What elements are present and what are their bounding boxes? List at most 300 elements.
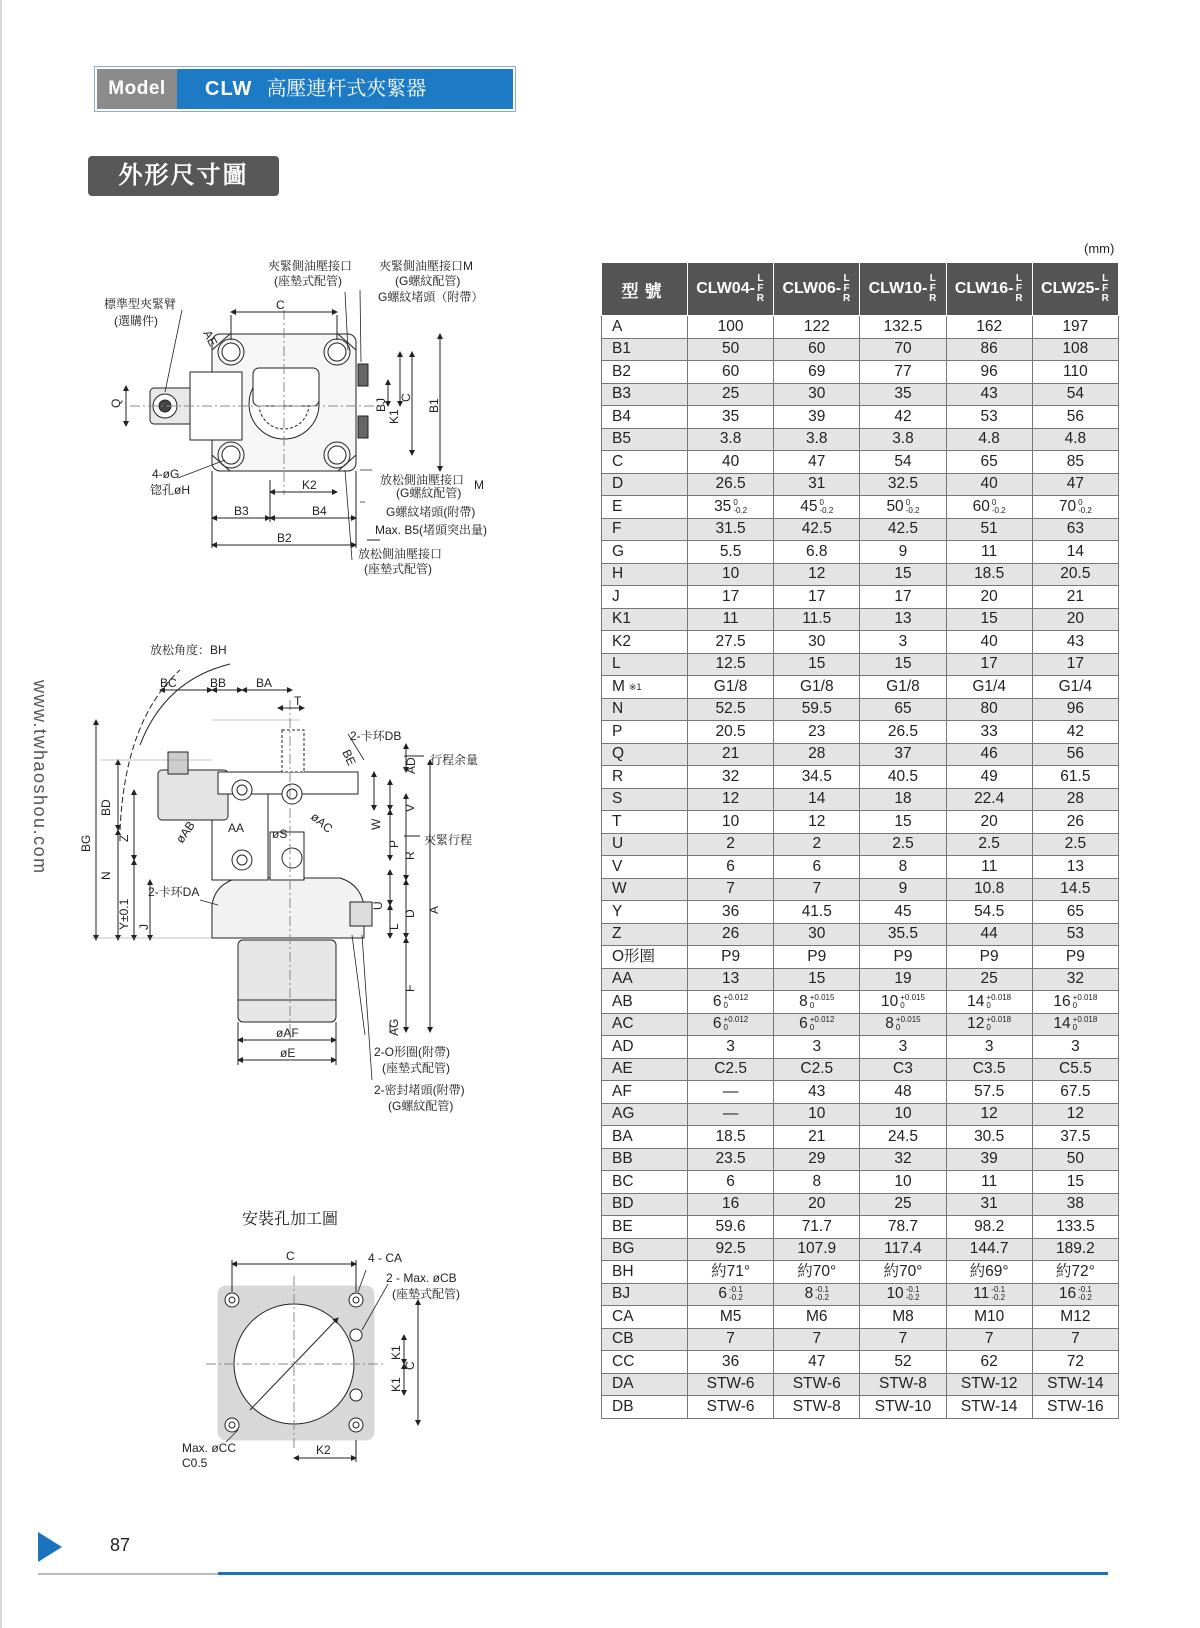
table-cell: 13 (860, 608, 946, 631)
row-code: Q (602, 743, 688, 766)
clamp-port-label: 夾緊側油壓接口 (268, 259, 353, 273)
clip-da-label: 2-卡环DA (148, 885, 200, 899)
row-code: H (602, 563, 688, 586)
dim-k1: K1 (387, 409, 401, 424)
table-cell: 30 (774, 923, 860, 946)
table-cell: 47 (774, 1351, 860, 1374)
table-cell: 7 (774, 878, 860, 901)
table-cell: 11 (946, 1171, 1032, 1194)
dim-bc: BC (160, 676, 177, 690)
table-cell: 122 (774, 316, 860, 339)
table-cell: 80 (946, 698, 1032, 721)
dim-j: J (137, 924, 151, 930)
table-cell: 17 (774, 586, 860, 609)
table-cell: 42 (1032, 721, 1118, 744)
table-cell: 65 (860, 698, 946, 721)
table-cell: 40 (946, 631, 1032, 654)
table-cell: 33 (946, 721, 1032, 744)
lfr-letter: L (1102, 273, 1109, 284)
table-cell: 7 (860, 1328, 946, 1351)
table-cell: 51 (946, 518, 1032, 541)
table-cell: 32 (688, 766, 774, 789)
table-cell: 98.2 (946, 1216, 1032, 1239)
table-cell: 49 (946, 766, 1032, 789)
table-row (602, 1036, 1119, 1059)
cc-label: Max. øCC (182, 1441, 236, 1455)
table-row (602, 1171, 1119, 1194)
table-cell: 20 (946, 811, 1032, 834)
table-row (602, 631, 1119, 654)
table-row (602, 698, 1119, 721)
lfr-suffix (1014, 274, 1023, 304)
dim-bb: BB (210, 676, 227, 690)
table-cell: 18 (860, 788, 946, 811)
table-cell: 11 -0.1 -0.2 (946, 1283, 1032, 1306)
dim-ae: AE (200, 327, 221, 349)
tolerance: -0.1 -0.2 (905, 1285, 920, 1303)
table-row (602, 383, 1119, 406)
table-cell: 12.5 (688, 653, 774, 676)
mounting-hole-title: 安裝孔加工圖 (242, 1211, 339, 1228)
table-cell: 4.8 (1032, 428, 1118, 451)
table-cell: 54 (860, 451, 946, 474)
table-cell: 132.5 (860, 316, 946, 339)
table-cell: 3 (688, 1036, 774, 1059)
table-cell: M6 (774, 1306, 860, 1329)
table-cell: 78.7 (860, 1216, 946, 1239)
table-cell: C2.5 (688, 1058, 774, 1081)
row-code: S (602, 788, 688, 811)
clamp-port-sub: (座墊式配管) (274, 274, 342, 288)
website-text: www.twhaoshou.com (30, 680, 50, 875)
header-model-2 (860, 263, 946, 316)
table-row (602, 878, 1119, 901)
std-arm-label: 標準型夾緊臂 (104, 297, 177, 311)
table-cell: 約70° (774, 1261, 860, 1284)
table-row (602, 946, 1119, 969)
table-cell: 162 (946, 316, 1032, 339)
release-port-m-code: M (474, 478, 484, 492)
table-cell: 57.5 (946, 1081, 1032, 1104)
row-code: D (602, 473, 688, 496)
table-row (602, 316, 1119, 339)
table-cell: 77 (860, 361, 946, 384)
top-view-drawing (126, 290, 443, 561)
tolerance: +0.015 0 (809, 992, 835, 1010)
model-name: CLW04- (696, 280, 755, 297)
row-code: CA (602, 1306, 688, 1329)
tolerance: 0 -0.2 (1078, 497, 1092, 515)
row-code: AE (602, 1058, 688, 1081)
dim-f: F (403, 984, 417, 992)
table-row (602, 1328, 1119, 1351)
table-row (602, 473, 1119, 496)
table-cell: 47 (774, 451, 860, 474)
table-row (602, 361, 1119, 384)
table-cell: M5 (688, 1306, 774, 1329)
table-row (602, 856, 1119, 879)
table-cell: 40 (946, 473, 1032, 496)
spec-table (601, 262, 1119, 1419)
table-cell: 約71° (688, 1261, 774, 1284)
cb-sub: (座墊式配管) (392, 1287, 460, 1301)
table-row (602, 968, 1119, 991)
table-cell: 10 -0.1 -0.2 (860, 1283, 946, 1306)
table-cell: 2.5 (946, 833, 1032, 856)
table-cell: 85 (1032, 451, 1118, 474)
side-view-drawing (92, 664, 430, 1080)
dim-q: Q (109, 398, 123, 408)
table-cell: 30 (774, 383, 860, 406)
table-cell: STW-6 (774, 1373, 860, 1396)
table-cell: STW-8 (774, 1396, 860, 1419)
release-port-label: 放松側油壓接口 (358, 547, 443, 561)
release-port-sub: (座墊式配管) (364, 562, 432, 576)
dim-v: V (403, 803, 417, 812)
table-cell: C2.5 (774, 1058, 860, 1081)
dim-k2: K2 (302, 478, 317, 492)
row-code: AC (602, 1013, 688, 1036)
table-cell: 25 (860, 1193, 946, 1216)
tolerance: +0.012 0 (809, 1015, 835, 1033)
table-cell: 8 (860, 856, 946, 879)
table-cell: 44 (946, 923, 1032, 946)
table-row (602, 1216, 1119, 1239)
table-cell: 3.8 (688, 428, 774, 451)
table-header-row (602, 263, 1119, 316)
table-cell: 54 (1032, 383, 1118, 406)
tolerance: -0.1 -0.2 (991, 1285, 1006, 1303)
table-cell: 10 (688, 811, 774, 834)
table-cell: M8 (860, 1306, 946, 1329)
table-cell: P9 (946, 946, 1032, 969)
seal-plug-label: 2-密封堵頭(附帶) (374, 1083, 465, 1097)
table-cell: 8 -0.1 -0.2 (774, 1283, 860, 1306)
table-cell: 12 (774, 563, 860, 586)
table-cell: 13 (688, 968, 774, 991)
table-cell: 38 (1032, 1193, 1118, 1216)
clamp-port-m-label: 夾緊側油壓接口M (379, 259, 473, 273)
table-cell: 6 (688, 1171, 774, 1194)
table-cell: 59.5 (774, 698, 860, 721)
row-code: C (602, 451, 688, 474)
lfr-letter: R (1101, 293, 1109, 304)
table-cell: 35.5 (860, 923, 946, 946)
lfr-letter: L (929, 273, 936, 284)
row-code: B3 (602, 383, 688, 406)
table-cell: 5.5 (688, 541, 774, 564)
table-cell: 3.8 (774, 428, 860, 451)
table-cell: 21 (774, 1126, 860, 1149)
ca-label: 4 - CA (368, 1251, 403, 1265)
table-cell: G1/8 (774, 676, 860, 699)
row-code: AD (602, 1036, 688, 1059)
table-cell: 15 (946, 608, 1032, 631)
table-cell: 133.5 (1032, 1216, 1118, 1239)
release-port-m-label: 放松側油壓接口 (380, 473, 465, 487)
table-cell: 35 (688, 406, 774, 429)
header-model-col: 型號 (602, 263, 688, 316)
table-cell: 7 (774, 1328, 860, 1351)
lfr-letter: F (1102, 283, 1109, 294)
table-cell: 32 (860, 1148, 946, 1171)
table-cell: 31 (774, 473, 860, 496)
model-name: CLW25- (1041, 280, 1100, 297)
table-cell: 65 (1032, 901, 1118, 924)
table-cell: 3 (860, 631, 946, 654)
table-cell: 3.8 (860, 428, 946, 451)
dim-ad: AD (404, 757, 418, 774)
tolerance: -0.1 -0.2 (815, 1285, 829, 1303)
table-cell: 2 (774, 833, 860, 856)
table-cell: 36 (688, 901, 774, 924)
table-cell: 35 (860, 383, 946, 406)
table-cell: 34.5 (774, 766, 860, 789)
row-code: AA (602, 968, 688, 991)
table-cell: 9 (860, 878, 946, 901)
table-cell: 7 (688, 1328, 774, 1351)
table-cell: — (688, 1103, 774, 1126)
table-row (602, 788, 1119, 811)
table-cell: 13 (1032, 856, 1118, 879)
tolerance: +0.012 0 (723, 1015, 749, 1033)
table-cell: 29 (774, 1148, 860, 1171)
table-row (602, 1373, 1119, 1396)
table-cell: 23 (774, 721, 860, 744)
table-cell: 70 (860, 338, 946, 361)
table-cell: 41.5 (774, 901, 860, 924)
model-name: CLW10- (868, 280, 928, 297)
table-cell: 92.5 (688, 1238, 774, 1261)
table-cell: C3.5 (946, 1058, 1032, 1081)
row-code: B4 (602, 406, 688, 429)
table-cell: 6 +0.012 0 (688, 1013, 774, 1036)
dim-bj: BJ (374, 397, 388, 412)
table-row (602, 923, 1119, 946)
table-cell: 52 (860, 1351, 946, 1374)
footer-rule-blue (218, 1572, 1108, 1575)
table-cell: 72 (1032, 1351, 1118, 1374)
table-cell: 12 (946, 1103, 1032, 1126)
table-cell: 17 (688, 586, 774, 609)
table-cell: 24.5 (860, 1126, 946, 1149)
table-cell: 53 (1032, 923, 1118, 946)
table-cell: G1/4 (946, 676, 1032, 699)
table-cell: 63 (1032, 518, 1118, 541)
row-code: BG (602, 1238, 688, 1261)
g-plug-label: G螺紋堵頭（附帶） (378, 290, 484, 304)
dim-r: R (403, 851, 417, 860)
table-cell: 12 (1032, 1103, 1118, 1126)
table-row (602, 833, 1119, 856)
table-cell: 15 (860, 653, 946, 676)
table-cell: 30.5 (946, 1126, 1032, 1149)
lfr-suffix (1101, 274, 1110, 304)
row-code: BE (602, 1216, 688, 1239)
footer-rule-gray (38, 1573, 218, 1575)
row-code: AB (602, 991, 688, 1014)
table-cell: 8 +0.015 0 (860, 1013, 946, 1036)
table-cell: 15 (1032, 1171, 1118, 1194)
table-cell: 10.8 (946, 878, 1032, 901)
table-cell: 10 (860, 1171, 946, 1194)
table-row (602, 1081, 1119, 1104)
row-code: B5 (602, 428, 688, 451)
table-cell: 15 (860, 563, 946, 586)
table-cell: 37.5 (1032, 1126, 1118, 1149)
table-cell: 3 (946, 1036, 1032, 1059)
table-cell: 60 0 -0.2 (946, 496, 1032, 519)
row-code: CB (602, 1328, 688, 1351)
table-cell: 42 (860, 406, 946, 429)
section-title: 外形尺寸圖 (88, 156, 279, 196)
table-cell: 30 (774, 631, 860, 654)
lfr-letter: L (1015, 273, 1023, 284)
tolerance: 0 -0.2 (733, 497, 748, 515)
table-row (602, 451, 1119, 474)
table-row (602, 608, 1119, 631)
table-cell: 43 (946, 383, 1032, 406)
table-cell: 69 (774, 361, 860, 384)
lfr-letter: L (843, 273, 850, 284)
table-cell: 21 (688, 743, 774, 766)
tolerance: +0.018 0 (1072, 1015, 1098, 1033)
table-cell: 96 (1032, 698, 1118, 721)
table-cell: 18.5 (946, 563, 1032, 586)
dim-a: A (427, 905, 441, 914)
row-code: Y (602, 901, 688, 924)
table-cell: 45 0 -0.2 (774, 496, 860, 519)
row-code: U (602, 833, 688, 856)
table-cell: 11 (946, 856, 1032, 879)
row-code: O形圈 (602, 946, 688, 969)
clamp-port-m-sub: (G螺紋配管) (395, 274, 461, 288)
release-angle-label: 放松角度：BH (150, 643, 227, 657)
table-cell: 2.5 (1032, 833, 1118, 856)
table-cell: STW-16 (1032, 1396, 1118, 1419)
table-cell: 6 +0.012 0 (688, 991, 774, 1014)
table-cell: 25 (946, 968, 1032, 991)
table-cell: 4.8 (946, 428, 1032, 451)
table-cell: 25 (688, 383, 774, 406)
oring-sub: (座墊式配管) (382, 1061, 450, 1075)
table-cell: 3 (774, 1036, 860, 1059)
table-cell: 26 (1032, 811, 1118, 834)
row-code: K1 (602, 608, 688, 631)
table-cell: 10 +0.015 0 (860, 991, 946, 1014)
dim-b2: B2 (277, 531, 292, 545)
table-cell: 48 (860, 1081, 946, 1104)
dim-s: øS (272, 827, 288, 841)
table-row (602, 653, 1119, 676)
table-cell: 16 +0.018 0 (1032, 991, 1118, 1014)
table-cell: 20.5 (1032, 563, 1118, 586)
dim-c: C (276, 298, 285, 312)
table-cell: 28 (774, 743, 860, 766)
mh-dim-c-vert: C (403, 1361, 417, 1370)
table-cell: P9 (774, 946, 860, 969)
tolerance: +0.015 0 (895, 1015, 921, 1033)
dim-ag: AG (387, 1018, 401, 1036)
table-cell: 43 (774, 1081, 860, 1104)
row-code: B2 (602, 361, 688, 384)
model-name: CLW06- (782, 280, 842, 297)
table-row (602, 338, 1119, 361)
dim-b3: B3 (234, 504, 249, 518)
table-cell: 56 (1032, 406, 1118, 429)
table-cell: 12 (774, 811, 860, 834)
row-code: B1 (602, 338, 688, 361)
table-cell: 52.5 (688, 698, 774, 721)
dim-n: N (99, 871, 113, 880)
release-port-m-sub: (G螺紋配管) (396, 486, 462, 500)
table-cell: 21 (1032, 586, 1118, 609)
table-cell: 59.6 (688, 1216, 774, 1239)
table-cell: 26.5 (688, 473, 774, 496)
tolerance: +0.012 0 (723, 992, 749, 1010)
table-cell: 14 (774, 788, 860, 811)
table-cell: 37 (860, 743, 946, 766)
table-row (602, 496, 1119, 519)
dim-bg: BG (79, 834, 93, 852)
table-cell: 12 (688, 788, 774, 811)
table-cell: 40 (688, 451, 774, 474)
clip-db-label: 2-卡环DB (350, 729, 402, 743)
table-row (602, 991, 1119, 1014)
table-cell: 11 (946, 541, 1032, 564)
table-cell: 8 +0.015 0 (774, 991, 860, 1014)
row-code: L (602, 653, 688, 676)
dim-t: T (294, 694, 302, 708)
dim-ac: øAC (308, 809, 336, 836)
header-model-4 (1032, 263, 1118, 316)
table-cell: 42.5 (774, 518, 860, 541)
mh-dim-c: C (286, 1249, 295, 1263)
table-cell: P9 (688, 946, 774, 969)
table-cell: 19 (860, 968, 946, 991)
table-row (602, 541, 1119, 564)
g-plug2-label: G螺紋堵頭(附帶) (386, 505, 476, 519)
table-cell: 20 (774, 1193, 860, 1216)
lfr-letter: F (1015, 283, 1023, 294)
table-row (602, 1306, 1119, 1329)
table-cell: 7 (688, 878, 774, 901)
cb-label: 2 - Max. øCB (386, 1271, 457, 1285)
table-cell: 17 (860, 586, 946, 609)
table-cell: 65 (946, 451, 1032, 474)
row-code: A (602, 316, 688, 339)
table-row (602, 1238, 1119, 1261)
table-cell: 8 (774, 1171, 860, 1194)
table-cell: 60 (774, 338, 860, 361)
table-row (602, 1148, 1119, 1171)
table-row (602, 428, 1119, 451)
table-cell: 2 (688, 833, 774, 856)
table-cell: 約69° (946, 1261, 1032, 1284)
row-code: BC (602, 1171, 688, 1194)
table-row (602, 586, 1119, 609)
table-cell: 50 0 -0.2 (860, 496, 946, 519)
std-arm-sub: (選購件) (114, 314, 158, 328)
table-cell: 7 (946, 1328, 1032, 1351)
table-cell: STW-10 (860, 1396, 946, 1419)
lfr-letter: F (757, 283, 764, 294)
table-row (602, 743, 1119, 766)
mh-dim-k2: K2 (316, 1443, 331, 1457)
tolerance: -0.1 -0.2 (729, 1285, 743, 1303)
dim-p: P (387, 839, 401, 848)
table-cell: STW-14 (946, 1396, 1032, 1419)
